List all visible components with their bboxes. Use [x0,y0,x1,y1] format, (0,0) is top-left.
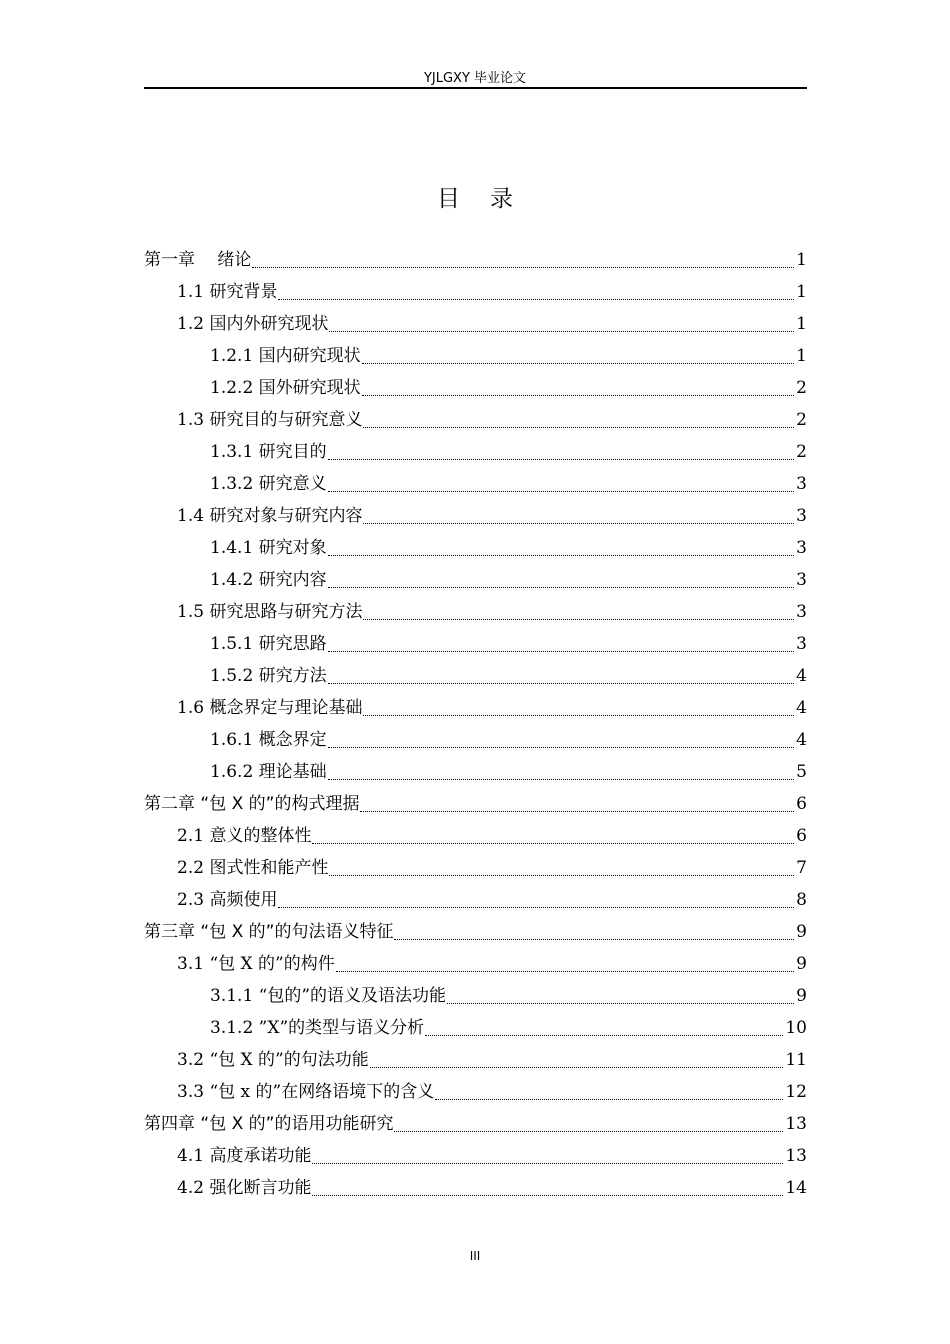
toc-entry-label: 1.5.2 研究方法 [210,666,327,686]
toc-entry[interactable] [144,756,807,788]
toc-entry-label: 1.3.2 研究意义 [210,474,327,494]
toc-dot-leader [278,907,794,908]
toc-entry[interactable] [144,564,807,596]
toc-dot-leader [312,1195,783,1196]
toc-entry-label: 2.3 高频使用 [177,890,278,910]
toc-entry-page: 3 [796,538,807,558]
toc-dot-leader [363,427,794,428]
toc-entry-label: 第三章 “包 X 的”的句法语义特征 [144,922,394,942]
toc-entry[interactable] [144,436,807,468]
toc-entry-page: 1 [796,250,807,270]
toc-entry[interactable] [144,1044,807,1076]
footer-page-number: III [469,1249,481,1263]
toc-dot-leader [329,875,794,876]
toc-entry-label: 1.3.1 研究目的 [210,442,327,462]
toc-entry[interactable] [144,244,807,276]
toc-entry-page: 2 [796,378,807,398]
toc-dot-leader [362,395,795,396]
toc-entry-label: 1.4.1 研究对象 [210,538,327,558]
toc-entry[interactable] [144,500,807,532]
toc-entry-label: 1.6.1 概念界定 [210,730,327,750]
toc-entry-page: 8 [796,890,807,910]
toc-entry-label: 1.4 研究对象与研究内容 [177,506,363,526]
toc-entry-label: 第四章 “包 X 的”的语用功能研究 [144,1114,394,1134]
toc-entry[interactable] [144,628,807,660]
toc-entry-page: 14 [785,1178,807,1198]
toc-dot-leader [328,459,795,460]
toc-dot-leader [328,651,795,652]
toc-entry-page: 5 [796,762,807,782]
toc-entry-label: 4.2 强化断言功能 [177,1178,312,1198]
toc-entry[interactable] [144,1076,807,1108]
toc-dot-leader [312,843,794,844]
toc-entry[interactable] [144,1108,807,1140]
table-of-contents [144,244,807,1204]
toc-entry-label: 1.5.1 研究思路 [210,634,327,654]
toc-entry-label: 第二章 “包 X 的”的构式理据 [144,794,360,814]
toc-dot-leader [328,747,795,748]
toc-entry-page: 1 [796,346,807,366]
toc-entry[interactable] [144,1140,807,1172]
toc-entry-label: 1.4.2 研究内容 [210,570,327,590]
toc-entry[interactable] [144,948,807,980]
toc-entry-page: 2 [796,410,807,430]
toc-entry-page: 3 [796,506,807,526]
toc-entry[interactable] [144,1172,807,1204]
toc-entry-label: 3.1.1 “包的”的语义及语法功能 [210,986,447,1006]
toc-entry-page: 3 [796,570,807,590]
toc-dot-leader [328,779,795,780]
toc-entry-label: 第一章 绪论 [144,250,252,270]
toc-entry[interactable] [144,884,807,916]
toc-entry-label: 2.1 意义的整体性 [177,826,312,846]
toc-entry[interactable] [144,468,807,500]
toc-entry-label: 2.2 图式性和能产性 [177,858,329,878]
toc-entry-page: 13 [785,1114,807,1134]
toc-entry[interactable] [144,404,807,436]
toc-dot-leader [363,523,794,524]
toc-entry[interactable] [144,980,807,1012]
toc-dot-leader [312,1163,783,1164]
toc-entry-page: 10 [785,1018,807,1038]
toc-dot-leader [360,811,794,812]
toc-entry-page: 1 [796,314,807,334]
toc-dot-leader [278,299,794,300]
toc-entry[interactable] [144,692,807,724]
toc-dot-leader [363,715,794,716]
toc-entry-page: 2 [796,442,807,462]
toc-entry-page: 3 [796,634,807,654]
toc-entry-label: 1.1 研究背景 [177,282,278,302]
toc-entry-page: 9 [796,922,807,942]
toc-entry-page: 11 [785,1050,807,1070]
toc-entry-label: 3.2 “包 X 的”的句法功能 [177,1050,369,1070]
toc-entry[interactable] [144,532,807,564]
toc-entry[interactable] [144,340,807,372]
toc-entry[interactable] [144,724,807,756]
toc-entry-page: 3 [796,602,807,622]
toc-entry-page: 3 [796,474,807,494]
toc-entry-label: 1.2.1 国内研究现状 [210,346,361,366]
toc-entry-page: 4 [796,666,807,686]
toc-entry-label: 1.2.2 国外研究现状 [210,378,361,398]
toc-entry-page: 12 [785,1082,807,1102]
header-rule [144,87,807,89]
toc-entry[interactable] [144,820,807,852]
toc-entry[interactable] [144,916,807,948]
toc-entry-label: 3.3 “包 x 的”在网络语境下的含义 [177,1082,435,1102]
toc-entry-page: 4 [796,698,807,718]
toc-entry-label: 1.6.2 理论基础 [210,762,327,782]
toc-entry[interactable] [144,788,807,820]
toc-entry[interactable] [144,372,807,404]
toc-entry[interactable] [144,596,807,628]
toc-dot-leader [394,939,794,940]
toc-entry-label: 1.5 研究思路与研究方法 [177,602,363,622]
toc-entry-label: 4.1 高度承诺功能 [177,1146,312,1166]
toc-entry-label: 3.1 “包 X 的”的构件 [177,954,335,974]
toc-entry-page: 6 [796,826,807,846]
toc-entry[interactable] [144,308,807,340]
toc-dot-leader [252,267,794,268]
toc-entry[interactable] [144,276,807,308]
toc-entry-page: 9 [796,986,807,1006]
toc-dot-leader [363,619,794,620]
toc-dot-leader [447,1003,794,1004]
toc-entry-page: 6 [796,794,807,814]
toc-title: 目录 [437,186,543,212]
running-header: YJLGXY 毕业论文 [423,71,527,86]
toc-entry-label: 1.6 概念界定与理论基础 [177,698,363,718]
toc-entry-page: 4 [796,730,807,750]
toc-dot-leader [328,683,795,684]
toc-dot-leader [329,331,794,332]
toc-dot-leader [328,491,795,492]
toc-entry[interactable] [144,852,807,884]
toc-entry[interactable] [144,660,807,692]
toc-entry-label: 3.1.2 ”X”的类型与语义分析 [210,1018,425,1038]
toc-dot-leader [394,1131,783,1132]
toc-entry-page: 1 [796,282,807,302]
toc-entry-page: 9 [796,954,807,974]
toc-entry-page: 7 [796,858,807,878]
toc-entry[interactable] [144,1012,807,1044]
toc-dot-leader [435,1099,783,1100]
toc-entry-label: 1.2 国内外研究现状 [177,314,329,334]
toc-dot-leader [425,1035,783,1036]
toc-dot-leader [362,363,795,364]
toc-entry-label: 1.3 研究目的与研究意义 [177,410,363,430]
toc-dot-leader [336,971,794,972]
toc-dot-leader [370,1067,784,1068]
toc-dot-leader [328,587,795,588]
toc-entry-page: 13 [785,1146,807,1166]
toc-dot-leader [328,555,795,556]
